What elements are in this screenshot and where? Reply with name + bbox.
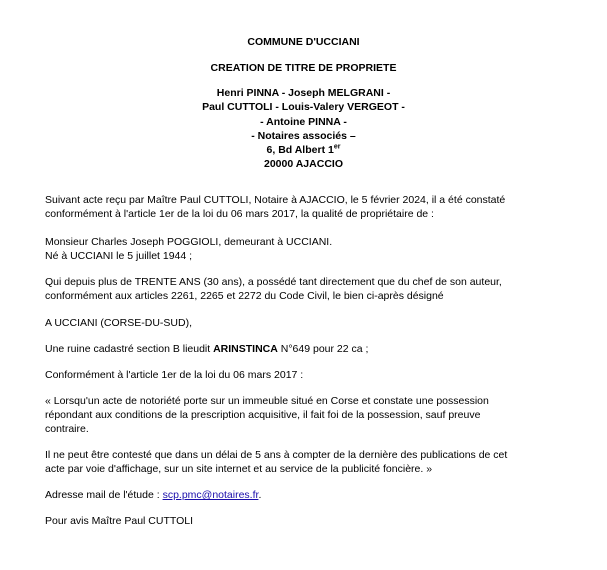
- quote-paragraph-2: [45, 448, 565, 476]
- location-line: A UCCIANI (CORSE-DU-SUD),: [45, 317, 193, 329]
- email-label: Adresse mail de l'étude :: [45, 489, 163, 501]
- quote2-line-2: acte par voie d'affichage, sur un site internet et au service de la publicité foncière. »: [45, 463, 433, 475]
- owner-line-1: Monsieur Charles Joseph POGGIOLI, demeurant à UCCIANI.: [45, 236, 333, 248]
- document-title: CREATION DE TITRE DE PROPRIETE: [210, 62, 397, 74]
- intro-line-1: Suivant acte reçu par Maître Paul CUTTOLI, Notaire à AJACCIO, le 5 février 2024, il a été constaté: [45, 194, 506, 206]
- conformity-line: Conformément à l'article 1er de la loi du 06 mars 2017 :: [45, 369, 304, 381]
- parcel-lieudit: ARINSTINCA: [213, 343, 278, 355]
- parcel-prefix: Une ruine cadastré section B lieudit: [45, 343, 214, 355]
- street-text: 6, Bd Albert 1: [266, 144, 334, 157]
- notaries-line-1: Henri PINNA - Joseph MELGRANI -: [216, 87, 391, 99]
- closing-line: Pour avis Maître Paul CUTTOLI: [45, 515, 194, 527]
- notaries-line-2: Paul CUTTOLI - Louis-Valery VERGEOT -: [202, 101, 405, 114]
- possession-line-2: conformément aux articles 2261, 2265 et 2272 du Code Civil, le bien ci-après désigné: [45, 290, 444, 302]
- notary-address-city: 20000 AJACCIO: [264, 158, 343, 171]
- notaries-line-4: - Notaires associés –: [251, 129, 356, 142]
- quote-paragraph-1: [45, 394, 565, 436]
- quote2-line-1: Il ne peut être contesté que dans un délai de 5 ans à compter de la dernière des publications de cet: [45, 449, 508, 461]
- possession-line-1: Qui depuis plus de TRENTE ANS (30 ans), a possédé tant directement que du chef de son auteur,: [45, 276, 502, 288]
- email-link[interactable]: scp.pmc@notaires.fr: [162, 489, 259, 501]
- quote1-line-1: « Lorsqu'un acte de notoriété porte sur un immeuble situé en Corse et constate une possession: [45, 395, 489, 407]
- notary-address-street: [0, 143, 607, 157]
- intro-paragraph: [45, 193, 565, 221]
- intro-line-2: conformément à l'article 1er de la loi du 06 mars 2017, la qualité de propriétaire de :: [45, 208, 434, 220]
- quote1-line-3: contraire.: [45, 423, 89, 435]
- owner-paragraph: [45, 235, 565, 263]
- possession-paragraph: [45, 275, 565, 303]
- notaries-line-3: - Antoine PINNA -: [260, 115, 347, 128]
- parcel-line: [45, 342, 565, 356]
- quote1-line-2: répondant aux conditions de la prescription acquisitive, il fait foi de la possession, sauf preuve: [45, 409, 481, 421]
- email-line: [45, 488, 565, 502]
- owner-line-2: Né à UCCIANI le 5 juillet 1944 ;: [45, 250, 193, 262]
- email-trailing: .: [258, 489, 262, 501]
- street-superscript: er: [333, 143, 341, 151]
- parcel-suffix: N°649 pour 22 ca ;: [277, 343, 369, 355]
- notary-block: [0, 86, 607, 172]
- commune-heading: COMMUNE D'UCCIANI: [247, 36, 360, 48]
